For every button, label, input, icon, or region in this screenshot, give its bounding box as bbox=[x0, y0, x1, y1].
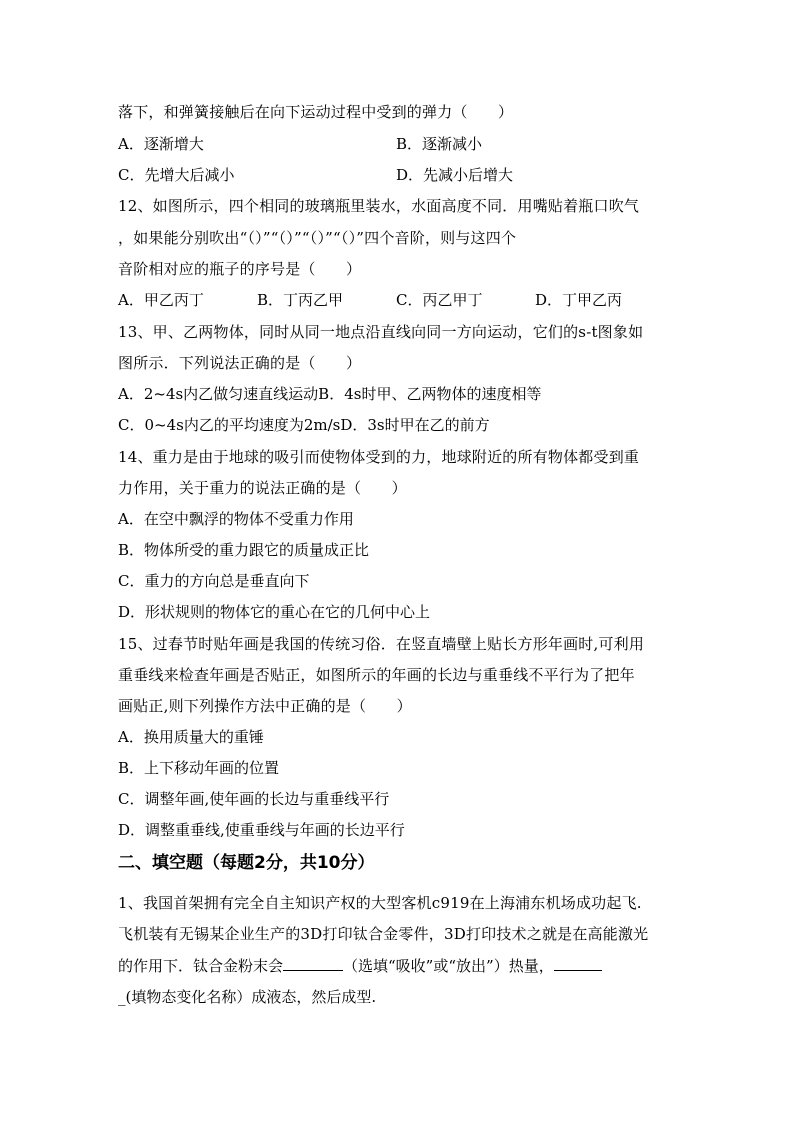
fill1-line-3-start: 的作用下．钛合金粉末会 bbox=[118, 957, 284, 975]
q14-line-2: 力作用，关于重力的说法正确的是（ ） bbox=[118, 479, 407, 497]
q11-text: 落下，和弹簧接触后在向下运动过程中受到的弹力（ ） bbox=[118, 103, 514, 121]
fill1-line-3 bbox=[118, 956, 602, 976]
q11-option-a: A．逐渐增大 bbox=[118, 135, 204, 153]
q13-option-cd: C．0~4s内乙的平均速度为2m/sD．3s时甲在乙的前方 bbox=[118, 416, 490, 434]
q12-option-c: C．丙乙甲丁 bbox=[396, 291, 483, 309]
fill1-line-3-middle: （选填“吸收”或“放出”）热量， bbox=[343, 957, 554, 975]
q15-option-b: B．上下移动年画的位置 bbox=[118, 759, 280, 777]
q12-option-d: D．丁甲乙丙 bbox=[535, 291, 623, 309]
fill1-line-4-text: (填物态变化名称）成液态，然后成型. bbox=[125, 988, 377, 1006]
q12-line-3: 音阶相对应的瓶子的序号是（ ） bbox=[118, 260, 362, 278]
answer-blank-2[interactable] bbox=[554, 956, 602, 971]
q15-line-1: 15、过春节时贴年画是我国的传统习俗．在竖直墙壁上贴长方形年画时,可利用 bbox=[118, 635, 645, 653]
fill1-blank-tail: _ bbox=[118, 988, 126, 1006]
fill1-line-2: 飞机装有无锡某企业生产的3D打印钛合金零件，3D打印技术之就是在高能激光 bbox=[118, 925, 649, 943]
q13-line-2: 图所示．下列说法正确的是（ ） bbox=[118, 354, 362, 372]
q13-line-1: 13、甲、乙两物体，同时从同一地点沿直线向同一方向运动，它们的s-t图象如 bbox=[118, 323, 644, 341]
q14-line-1: 14、重力是由于地球的吸引而使物体受到的力，地球附近的所有物体都受到重 bbox=[118, 448, 640, 466]
fill1-line-4 bbox=[118, 987, 376, 1007]
fill1-line-1: 1、我国首架拥有完全自主知识产权的大型客机c919在上海浦东机场成功起飞. bbox=[118, 894, 642, 912]
section-heading: 二、填空题（每题2分，共10分） bbox=[118, 853, 375, 873]
q14-option-b: B．物体所受的重力跟它的质量成正比 bbox=[118, 541, 370, 559]
q12-option-a: A．甲乙丙丁 bbox=[118, 291, 204, 309]
q14-option-d: D．形状规则的物体它的重心在它的几何中心上 bbox=[118, 603, 431, 621]
q12-option-b: B．丁丙乙甲 bbox=[257, 291, 344, 309]
answer-blank-1[interactable] bbox=[283, 956, 343, 971]
q11-option-b: B．逐渐减小 bbox=[396, 135, 483, 153]
q11-option-c: C．先增大后减小 bbox=[118, 166, 235, 184]
q12-line-1: 12、如图所示，四个相同的玻璃瓶里装水，水面高度不同．用嘴贴着瓶口吹气 bbox=[118, 197, 640, 215]
q14-option-a: A．在空中飘浮的物体不受重力作用 bbox=[118, 510, 354, 528]
q15-line-2: 重垂线来检查年画是否贴正，如图所示的年画的长边与重垂线不平行为了把年 bbox=[118, 666, 635, 684]
q14-option-c: C．重力的方向总是垂直向下 bbox=[118, 572, 310, 590]
q15-option-d: D．调整重垂线,使重垂线与年画的长边平行 bbox=[118, 821, 405, 839]
q12-line-2: ，如果能分别吹出“（）”“（）”“（）”“（）”四个音阶，则与这四个 bbox=[118, 229, 517, 247]
q13-option-ab: A．2~4s内乙做匀速直线运动B．4s时甲、乙两物体的速度相等 bbox=[118, 385, 542, 403]
q15-option-c: C．调整年画,使年画的长边与重垂线平行 bbox=[118, 790, 390, 808]
q11-option-d: D．先减小后增大 bbox=[396, 166, 514, 184]
q15-option-a: A．换用质量大的重锤 bbox=[118, 728, 264, 746]
q15-line-3: 画贴正,则下列操作方法中正确的是（ ） bbox=[118, 697, 412, 715]
